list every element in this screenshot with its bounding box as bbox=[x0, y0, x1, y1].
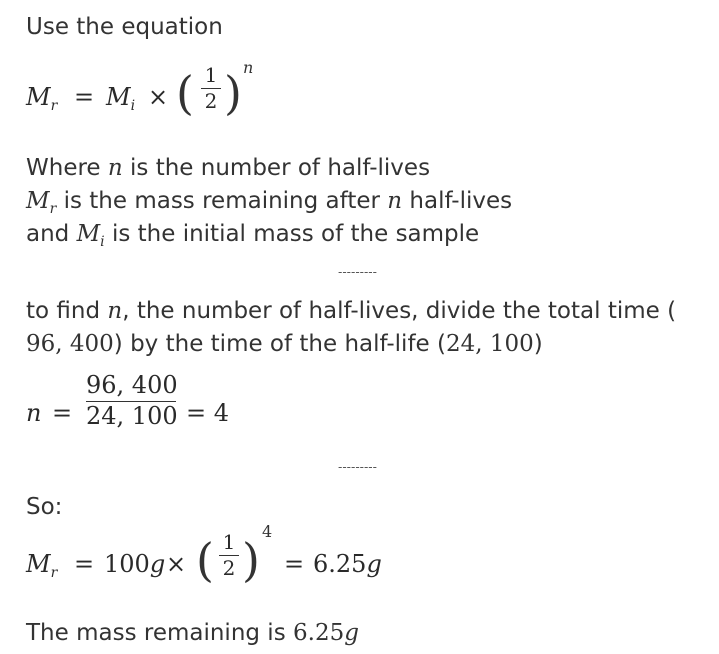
n-fraction bbox=[86, 372, 176, 430]
n-symbol: n bbox=[387, 188, 403, 214]
where-text: Where bbox=[26, 155, 108, 181]
final-answer bbox=[26, 620, 359, 646]
fraction-denominator: 2 bbox=[204, 89, 218, 113]
mi-symbol: M bbox=[76, 221, 101, 247]
left-paren: ( bbox=[176, 66, 194, 120]
so-text: So: bbox=[26, 494, 63, 520]
exponent-n: n bbox=[243, 58, 254, 77]
final-text: The mass remaining is bbox=[26, 620, 293, 646]
where-desc-mi: is the initial mass of the sample bbox=[104, 221, 480, 247]
separator-2: --------- bbox=[338, 460, 377, 474]
intro-text: Use the equation bbox=[26, 14, 223, 40]
where-desc-mr-end: half-lives bbox=[402, 188, 513, 214]
equation-mass-result bbox=[26, 520, 426, 600]
mr-symbol: $M_r$ bbox=[26, 550, 58, 581]
right-paren: ) bbox=[224, 66, 242, 120]
where-desc-n: is the number of half-lives bbox=[122, 155, 431, 181]
mr-symbol: M bbox=[26, 188, 50, 214]
times-sign: × bbox=[166, 550, 187, 578]
total-time-value: 96, 400 bbox=[26, 331, 114, 357]
n-symbol: n bbox=[107, 155, 123, 181]
one-half-fraction bbox=[201, 64, 221, 113]
initial-mass-value: 100g bbox=[104, 550, 166, 578]
fraction-numerator: 1 bbox=[204, 63, 218, 87]
mass-remaining-symbol: $M_r$ bbox=[26, 83, 58, 114]
left-paren: ( bbox=[196, 533, 214, 587]
mass-result: 6.25g bbox=[313, 550, 382, 578]
fraction-denominator: 24, 100 bbox=[86, 401, 178, 430]
find-text-b: , the number of half-lives, divide the total time ( bbox=[122, 298, 677, 324]
times-sign: × bbox=[148, 83, 169, 111]
n-symbol: n bbox=[107, 298, 123, 324]
equals-sign: = bbox=[74, 550, 95, 578]
n-lhs: n bbox=[26, 399, 42, 427]
find-text-c: ) by the time of the half-life ( bbox=[113, 331, 446, 357]
equals-sign: = bbox=[52, 399, 73, 427]
find-line-1 bbox=[26, 298, 676, 324]
right-paren: ) bbox=[242, 533, 260, 587]
separator-1: --------- bbox=[338, 265, 377, 279]
where-line-3: and $M_i$ is the initial mass of the sample bbox=[26, 221, 480, 250]
find-text-a: to find bbox=[26, 298, 108, 324]
initial-mass-symbol: $M_i$ bbox=[106, 83, 136, 114]
fraction-numerator: 96, 400 bbox=[86, 371, 178, 399]
half-life-value: 24, 100 bbox=[445, 331, 534, 357]
equation-n bbox=[26, 372, 286, 448]
equals-sign: = bbox=[74, 83, 95, 111]
exponent-4: 4 bbox=[262, 522, 273, 541]
n-result: = 4 bbox=[186, 399, 230, 427]
one-half-fraction bbox=[219, 531, 239, 580]
find-line-2 bbox=[26, 331, 543, 357]
final-value: 6.25g bbox=[293, 620, 359, 646]
find-text-d: ) bbox=[533, 331, 543, 357]
equals-sign: = bbox=[284, 550, 305, 578]
where-line-1 bbox=[26, 155, 430, 181]
and-text: and bbox=[26, 221, 77, 247]
where-line-2: $M_r$ is the mass remaining after n half-lives bbox=[26, 188, 513, 217]
where-desc-mr: is the mass remaining after bbox=[56, 188, 388, 214]
fraction-numerator: 1 bbox=[222, 530, 236, 554]
fraction-denominator: 2 bbox=[222, 556, 236, 580]
